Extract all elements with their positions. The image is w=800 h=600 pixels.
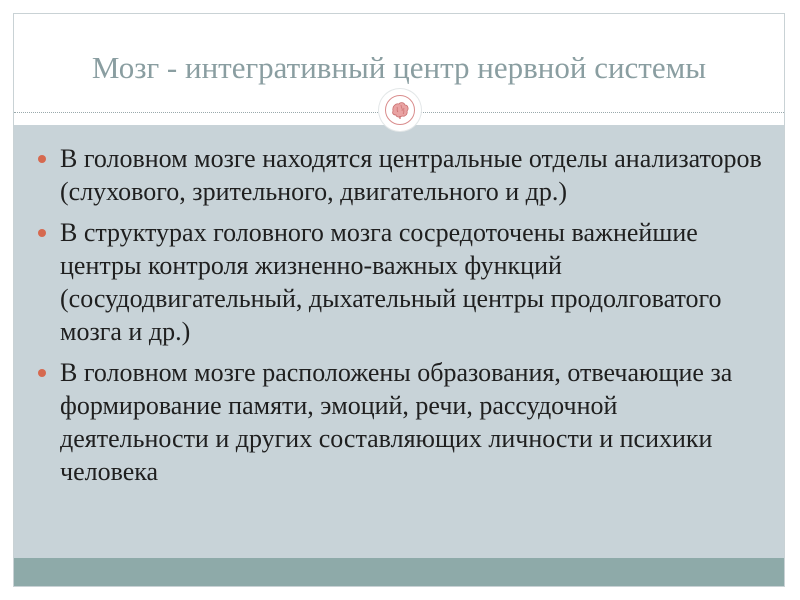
bullet-marker	[38, 229, 46, 237]
footer-bar	[14, 558, 784, 586]
bullet-marker	[38, 369, 46, 377]
bullet-item	[36, 356, 770, 488]
bullet-item	[36, 142, 770, 208]
bullet-item	[36, 216, 770, 348]
brain-icon	[385, 95, 415, 125]
slide-title: Мозг - интегративный центр нервной системы	[91, 50, 707, 85]
bullet-marker	[38, 155, 46, 163]
bullet-text: В головном мозге расположены образования, отвечающие за формирование памяти, эмоций, речи, рассудочной деятельности и других составляющих личности и психики человека	[60, 358, 733, 486]
brain-medallion	[379, 89, 421, 131]
bullet-text: В структурах головного мозга сосредоточены важнейшие центры контроля жизненно-важных функций (сосудодвигательный, дыхательный центры продолговатого мозга и др.)	[60, 218, 722, 346]
bullet-list	[36, 142, 770, 496]
bullet-text: В головном мозге находятся центральные отделы анализаторов (слухового, зрительного, двигательного и др.)	[60, 144, 762, 206]
